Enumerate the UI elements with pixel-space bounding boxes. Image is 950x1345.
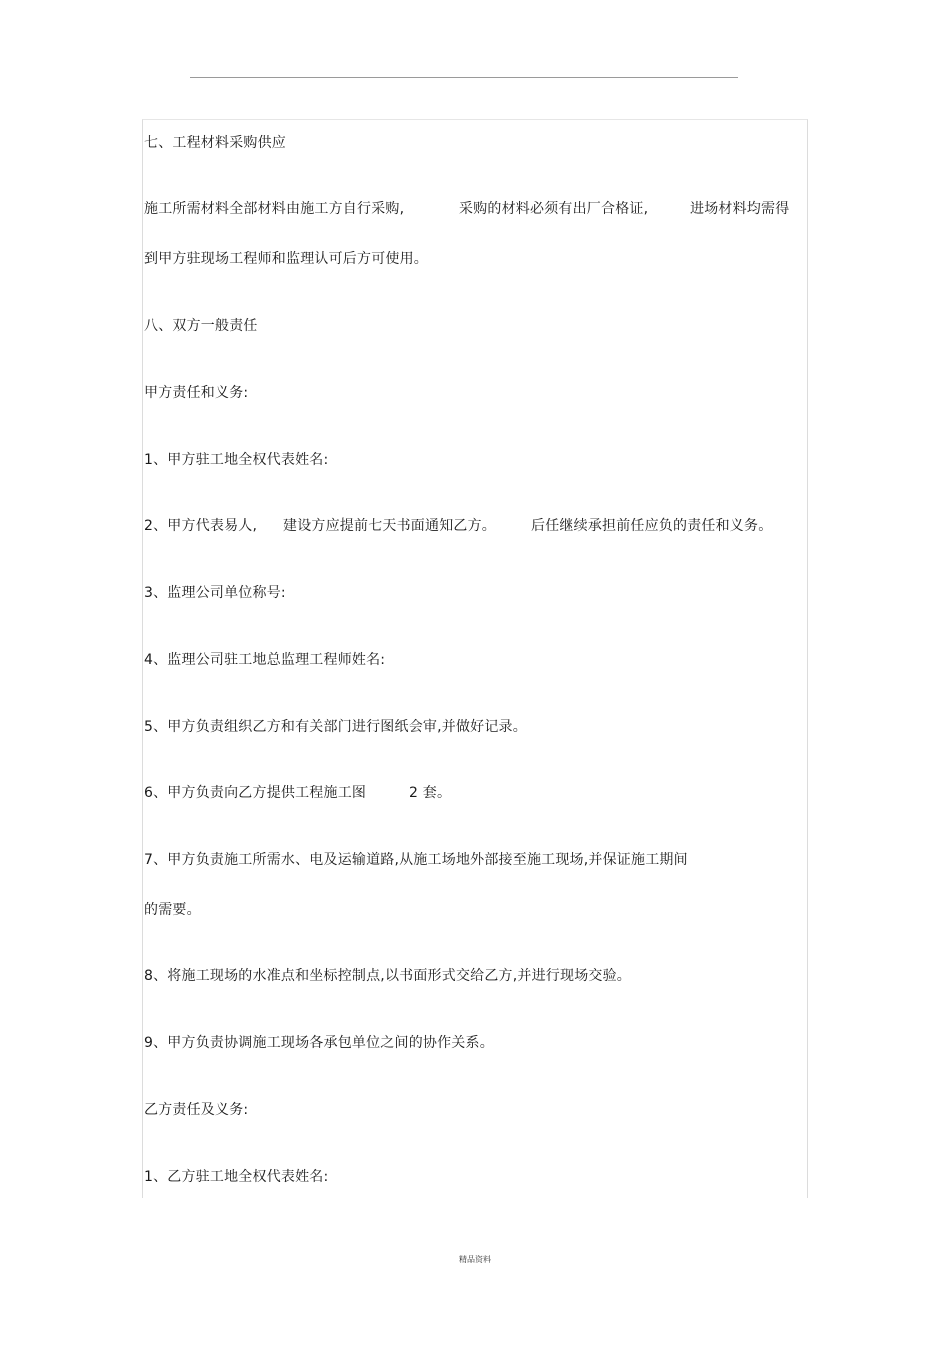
paragraph-materials-continued: 到甲方驻现场工程师和监理认可后方可使用。	[144, 251, 428, 267]
footer-label: 精品资料	[459, 1255, 491, 1264]
section-heading-8: 八、双方一般责任	[144, 318, 258, 334]
party-a-item-6-part-1: 6、甲方负责向乙方提供工程施工图	[144, 785, 367, 801]
party-a-item-3: 3、监理公司单位称号:	[144, 585, 286, 601]
party-a-item-4: 4、监理公司驻工地总监理工程师姓名:	[144, 652, 386, 668]
party-a-item-6	[144, 784, 804, 802]
party-a-item-7-continued: 的需要。	[144, 902, 201, 918]
section-heading-7: 七、工程材料采购供应	[144, 135, 286, 151]
party-a-heading: 甲方责任和义务:	[144, 385, 249, 401]
paragraph-materials-part-3: 进场材料均需得	[690, 201, 790, 217]
party-a-item-2	[144, 517, 804, 535]
party-a-item-9: 9、甲方负责协调施工现场各承包单位之间的协作关系。	[144, 1035, 494, 1051]
party-a-item-1: 1、甲方驻工地全权代表姓名:	[144, 452, 329, 468]
party-b-item-1: 1、乙方驻工地全权代表姓名:	[144, 1169, 329, 1185]
party-a-item-2-part-2: 建设方应提前七天书面通知乙方。	[283, 518, 496, 534]
party-a-item-2-part-1: 2、甲方代表易人,	[144, 518, 258, 534]
party-a-item-7: 7、甲方负责施工所需水、电及运输道路,从施工场地外部接至施工现场,并保证施工期间	[144, 852, 688, 868]
party-a-item-5: 5、甲方负责组织乙方和有关部门进行图纸会审,并做好记录。	[144, 719, 527, 735]
header-rule	[190, 77, 738, 78]
party-a-item-6-part-2: 2 套。	[409, 785, 452, 801]
paragraph-materials-part-1: 施工所需材料全部材料由施工方自行采购,	[144, 201, 405, 217]
party-a-item-8: 8、将施工现场的水准点和坐标控制点,以书面形式交给乙方,并进行现场交验。	[144, 968, 632, 984]
party-b-heading: 乙方责任及义务:	[144, 1102, 249, 1118]
party-a-item-2-part-3: 后任继续承担前任应负的责任和义务。	[531, 518, 773, 534]
paragraph-materials	[144, 200, 804, 218]
paragraph-materials-part-2: 采购的材料必须有出厂合格证,	[459, 201, 649, 217]
